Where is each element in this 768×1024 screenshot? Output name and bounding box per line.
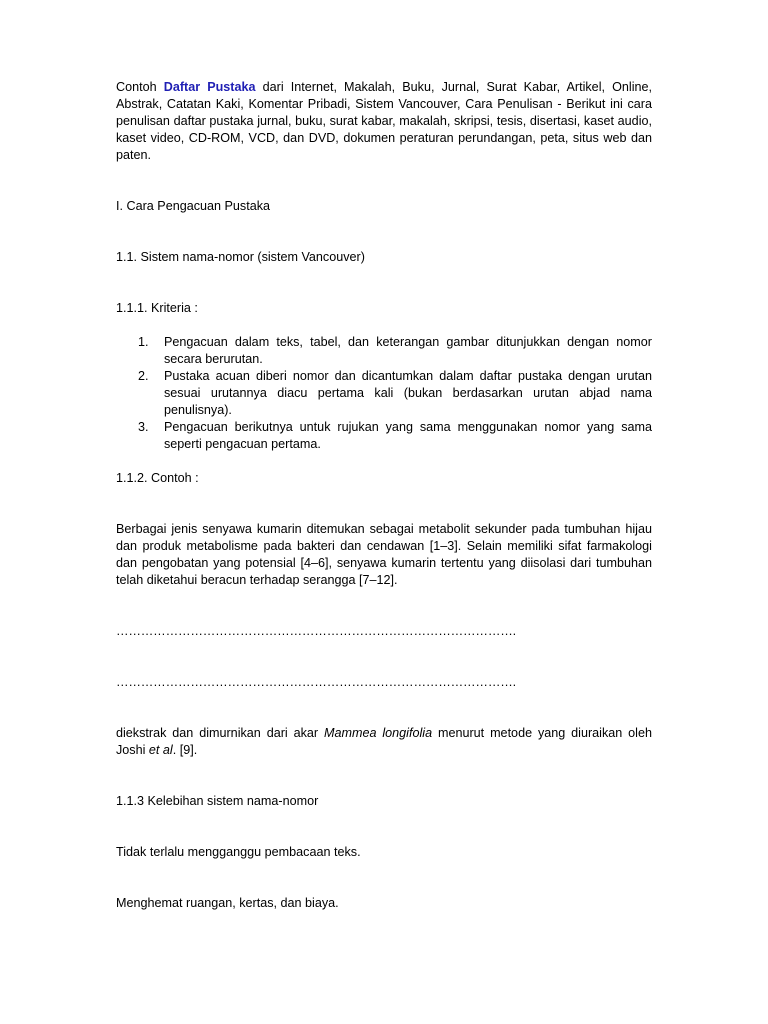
heading-cara-pengacuan: I. Cara Pengacuan Pustaka xyxy=(116,199,271,213)
list-number: 2. xyxy=(138,369,149,383)
list-text: Pustaka acuan diberi nomor dan dicantumkan dalam daftar pustaka dengan urutan sesuai urutannya diacu pertama kali (bukan berdasarkan urutan abjad nama penulisnya). xyxy=(164,369,652,417)
ellipsis-line-1: ……………………………………………………………………………………. xyxy=(116,624,516,638)
example-paragraph: Berbagai jenis senyawa kumarin ditemukan sebagai metabolit sekunder pada tumbuhan hijau dan produk metabolisme pada bakteri dan cendawan [1–3]. Selain memiliki sifat farmakologi dan pengobatan yang potensial [4–6], senyawa kumarin tertentu yang diisolasi dari tumbuhan telah diketahui beracun terhadap serangga [7–12]. xyxy=(116,522,652,587)
list-item xyxy=(138,368,652,419)
species-name: Mammea longifolia xyxy=(323,726,433,740)
daftar-pustaka-link[interactable]: Daftar Pustaka xyxy=(163,80,256,94)
advantage-item-2: Menghemat ruangan, kertas, dan biaya. xyxy=(116,896,339,910)
intro-rest: dari Internet, Makalah, Buku, Jurnal, Surat Kabar, Artikel, Online, Abstrak, Catatan Kaki, Komentar Pribadi, Sistem Vancouver, Cara Penulisan - Berikut ini cara penulisan daftar pustaka jurnal, buku, surat kabar, makalah, skripsi, tesis, disertasi, kaset audio, kaset video, CD-ROM, VCD, dan DVD, dokumen peraturan perundangan, peta, situs web dan paten. xyxy=(116,80,652,162)
advantage-item-1: Tidak terlalu mengganggu pembacaan teks. xyxy=(116,845,361,859)
closing-text-a: diekstrak dan dimurnikan dari akar xyxy=(116,726,324,740)
document-page xyxy=(116,79,652,912)
closing-paragraph xyxy=(116,725,652,759)
ellipsis-line-2: ……………………………………………………………………………………. xyxy=(116,675,516,689)
heading-kriteria: 1.1.1. Kriteria : xyxy=(116,301,198,315)
list-number: 3. xyxy=(138,420,149,434)
list-number: 1. xyxy=(138,335,149,349)
closing-text-b: menurut metode yang diuraikan oleh Joshi xyxy=(116,726,652,757)
list-text: Pengacuan berikutnya untuk rujukan yang sama menggunakan nomor yang sama seperti pengacuan pertama. xyxy=(164,420,652,451)
heading-sistem-nama-nomor: 1.1. Sistem nama-nomor (sistem Vancouver) xyxy=(116,250,365,264)
intro-paragraph xyxy=(116,79,652,164)
et-al: et al xyxy=(148,743,173,757)
list-text: Pengacuan dalam teks, tabel, dan keterangan gambar ditunjukkan dengan nomor secara berurutan. xyxy=(164,335,652,366)
list-item xyxy=(138,334,652,368)
intro-prefix: Contoh xyxy=(116,80,164,94)
heading-contoh: 1.1.2. Contoh : xyxy=(116,471,199,485)
heading-kelebihan: 1.1.3 Kelebihan sistem nama-nomor xyxy=(116,794,319,808)
closing-text-c: . [9]. xyxy=(172,743,198,757)
list-item xyxy=(138,419,652,453)
criteria-list xyxy=(116,334,652,453)
